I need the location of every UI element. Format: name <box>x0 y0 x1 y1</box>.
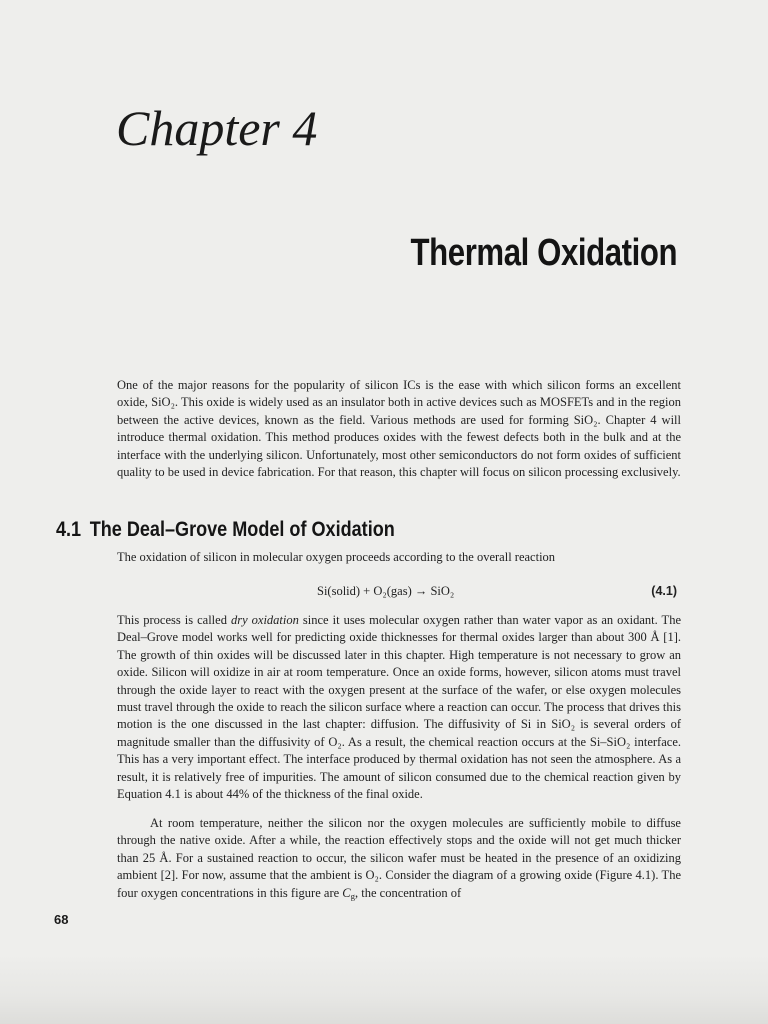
paragraph3-tail: , the concentration of <box>355 885 462 900</box>
section-title: The Deal–Grove Model of Oxidation <box>89 518 395 541</box>
dry-oxidation-term: dry oxidation <box>230 613 299 627</box>
equation-expression: Si(solid) + O₂(gas) → SiO₂ <box>317 584 455 598</box>
paragraph2-text-start: This process is called <box>117 613 231 627</box>
intro-paragraph: One of the major reasons for the popularity of silicon ICs is the ease with which silicon forms an excellent oxide, SiO₂. This oxide is widely used as an insulator both in active devices such as MOSFETs and in the region between the active devices, known as the field. Various methods are used for forming SiO₂. Chapter 4 will introduce thermal oxidation. This method produces oxides with the fewest defects both in the bulk and at the interface with the underlying silicon. Unfortunately, most other semiconductors do not form oxides of sufficient quality to be used in device fabrication. For that reason, this chapter will focus on silicon processing exclusively. <box>117 378 681 480</box>
page-number: 68 <box>54 912 69 927</box>
room-temperature-paragraph <box>117 815 681 902</box>
equation-number: (4.1) <box>651 584 677 598</box>
dry-oxidation-paragraph <box>117 612 681 803</box>
chapter-title: Thermal Oxidation <box>410 232 677 274</box>
paragraph2-text-rest: since it uses molecular oxygen rather than water vapor as an oxidant. The Deal–Grove model works well for predicting oxide thicknesses for thermal oxides larger than about 300 Å [1]. The growth of thin oxides will be discussed later in this chapter. High temperature is not necessary to grow an oxide. Silicon will oxidize in air at room temperature. Once an oxide forms, however, silicon atoms must travel through the oxide layer to react with the oxygen present at the surface of the wafer, or else oxygen molecules must travel through the oxide to reach the silicon surface where a reaction can occur. The process that drives this motion is the one discussed in the last chapter: diffusion. The diffusivity of Si in SiO₂ is several orders of magnitude smaller than the diffusivity of O₂. As a result, the chemical reaction occurs at the Si–SiO₂ interface. This has a very important effect. The interface produced by thermal oxidation has not seen the atmosphere. As a result, it is relatively free of impurities. The amount of silicon consumed due to the chemical reaction given by Equation 4.1 is about 44% of the thickness of the final oxide. <box>117 613 681 802</box>
equation-4-1 <box>117 581 681 601</box>
section-number: 4.1 <box>56 518 82 541</box>
section-heading <box>56 516 395 544</box>
concentration-subscript: g <box>350 890 355 901</box>
paragraph3-text: At room temperature, neither the silicon nor the oxygen molecules are sufficiently mobile to diffuse through the native oxide. After a while, the reaction effectively stops and the oxide will not get much thicker than 25 Å. For a sustained reaction to occur, the silicon wafer must be heated in the presence of an oxidizing ambient [2]. For now, assume that the ambient is O₂. Consider the diagram of a growing oxide (Figure 4.1). The four oxygen concentrations in this figure are <box>117 816 681 900</box>
chapter-label: Chapter 4 <box>116 100 318 156</box>
concentration-symbol: C <box>342 885 351 900</box>
section-lead-sentence: The oxidation of silicon in molecular oxygen proceeds according to the overall reaction <box>117 550 556 564</box>
